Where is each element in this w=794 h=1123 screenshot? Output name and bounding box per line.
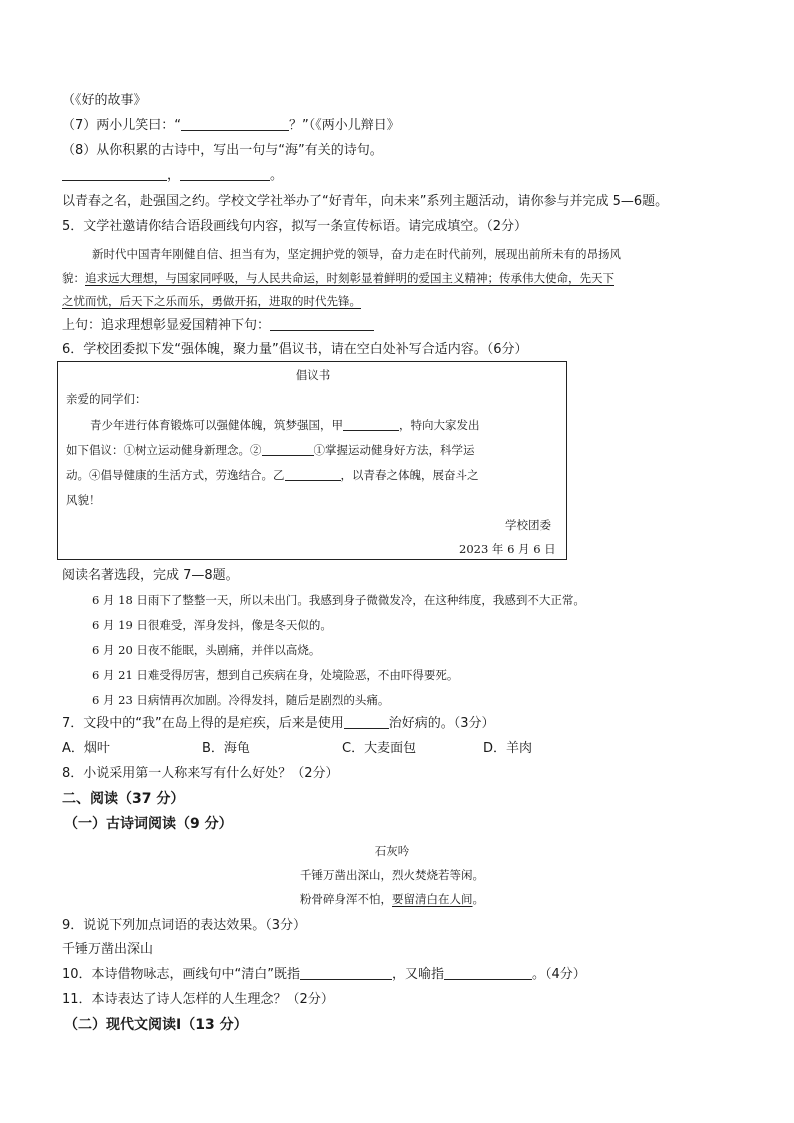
- proposal-signer: 学校团委: [505, 518, 551, 532]
- answer-blank[interactable]: [62, 166, 167, 181]
- proposal-box: [57, 361, 567, 560]
- proposal-title: 倡议书: [295, 368, 331, 382]
- question-11: 11．本诗表达了诗人怎样的人生理念？（2分）: [62, 992, 334, 1007]
- answer-blank[interactable]: [270, 316, 374, 331]
- proposal-line: 青少年进行体育锻炼可以强健体魄，筑梦强国，甲 ，特向大家发出: [90, 418, 480, 432]
- diary-entry: 6 月 18 日雨下了整整一天，所以未出门。我感到身子微微发冷，在这种纬度，我感到不大正常。: [92, 593, 585, 607]
- question-5: 5．文学社邀请你结合语段画线句内容，拟写一条宣传标语。请完成填空。（2分）: [62, 219, 528, 234]
- subsection-heading: （二）现代文阅读Ⅰ（13 分）: [64, 1017, 248, 1033]
- answer-blank-jia[interactable]: [343, 416, 399, 431]
- question-9-line: 千锤万凿出深山: [62, 942, 154, 957]
- question-8-fill: （8）从你积累的古诗中，写出一句与“海”有关的诗句。: [62, 143, 383, 158]
- underlined-sentence: 之忧而忧，后天下之乐而乐，勇做开拓，进取的时代先锋。: [62, 294, 361, 308]
- diary-entry: 6 月 23 日病情再次加剧。冷得发抖，随后是剧烈的头痛。: [92, 693, 390, 707]
- answer-blank[interactable]: [300, 965, 392, 980]
- passage-line: [62, 291, 361, 311]
- option-d[interactable]: D．羊肉: [483, 741, 533, 756]
- proposal-line: 风貌！: [66, 493, 101, 507]
- answer-blank[interactable]: [180, 166, 270, 181]
- option-a[interactable]: A．烟叶: [62, 741, 110, 756]
- answer-blank[interactable]: [444, 965, 532, 980]
- answer-blank-yi[interactable]: [285, 466, 341, 481]
- proposal-greeting: 亲爱的同学们：: [66, 392, 147, 406]
- proposal-line: 动。④倡导健康的生活方式，劳逸结合。乙 ，以青春之体魄，展奋斗之: [66, 468, 479, 482]
- answer-line-poem: ， 。: [62, 166, 283, 186]
- section-intro: 以青春之名，赴强国之约。学校文学社举办了“好青年，向未来”系列主题活动，请你参与并完成 5—6题。: [62, 194, 669, 209]
- answer-blank[interactable]: [181, 116, 289, 131]
- proposal-date: 2023 年 6 月 6 日: [459, 542, 556, 556]
- text-line: （《好的故事》: [62, 93, 147, 108]
- question-9: 9．说说下列加点词语的表达效果。（3分）: [62, 918, 307, 933]
- question-10: 10．本诗借物咏志，画线句中“清白”既指 ，又喻指 。（4分）: [62, 967, 586, 982]
- diary-entry: 6 月 21 日难受得厉害，想到自己疾病在身，处境险恶，不由吓得要死。: [92, 668, 459, 682]
- diary-entry: 6 月 19 日很难受，浑身发抖，像是冬天似的。: [92, 618, 332, 632]
- answer-blank-2[interactable]: [262, 441, 314, 456]
- proposal-line: 如下倡议：①树立运动健身新理念。② ①掌握运动健身好方法，科学运: [66, 443, 475, 457]
- question-6: 6．学校团委拟下发“强体魄，聚力量”倡议书，请在空白处补写合适内容。（6分）: [62, 342, 528, 357]
- underlined-poem-phrase: 要留清白在人间: [392, 892, 473, 906]
- poem-title: 石灰吟: [374, 844, 410, 858]
- passage-line: 新时代中国青年刚健自信、担当有为，坚定拥护党的领导，奋力走在时代前列，展现出前所未有的昂扬风: [92, 247, 621, 261]
- passage-line: 貌：追求远大理想，与国家同呼吸，与人民共命运，时刻彰显着鲜明的爱国主义精神；传承伟大使命，先天下: [62, 271, 614, 285]
- option-c[interactable]: C．大麦面包: [342, 741, 417, 756]
- poem-line: 粉骨碎身浑不怕，要留清白在人间。: [300, 892, 484, 906]
- option-b[interactable]: B．海龟: [202, 741, 250, 756]
- answer-blank[interactable]: [344, 714, 389, 729]
- subsection-heading: （一）古诗词阅读（9 分）: [64, 816, 233, 832]
- underlined-sentence: 追求远大理想，与国家同呼吸，与人民共命运，时刻彰显着鲜明的爱国主义精神；传承伟大使命，先天下: [85, 271, 614, 285]
- reading-intro: 阅读名著选段，完成 7—8题。: [62, 568, 239, 583]
- section-heading: 二、阅读（37 分）: [62, 791, 185, 807]
- question-7: 7．文段中的“我”在岛上得的是疟疾，后来是使用 治好病的。（3分）: [62, 716, 495, 731]
- question-8: 8．小说采用第一人称来写有什么好处？（2分）: [62, 766, 339, 781]
- diary-entry: 6 月 20 日夜不能眠，头剧痛，并伴以高烧。: [92, 643, 321, 657]
- question-7-fill: （7）两小儿笑曰：“ ？”（《两小儿辩日》: [62, 118, 400, 133]
- slogan-fill: 上句：追求理想彰显爱国精神下句：: [62, 316, 374, 336]
- poem-line: 千锤万凿出深山，烈火焚烧若等闲。: [300, 868, 484, 882]
